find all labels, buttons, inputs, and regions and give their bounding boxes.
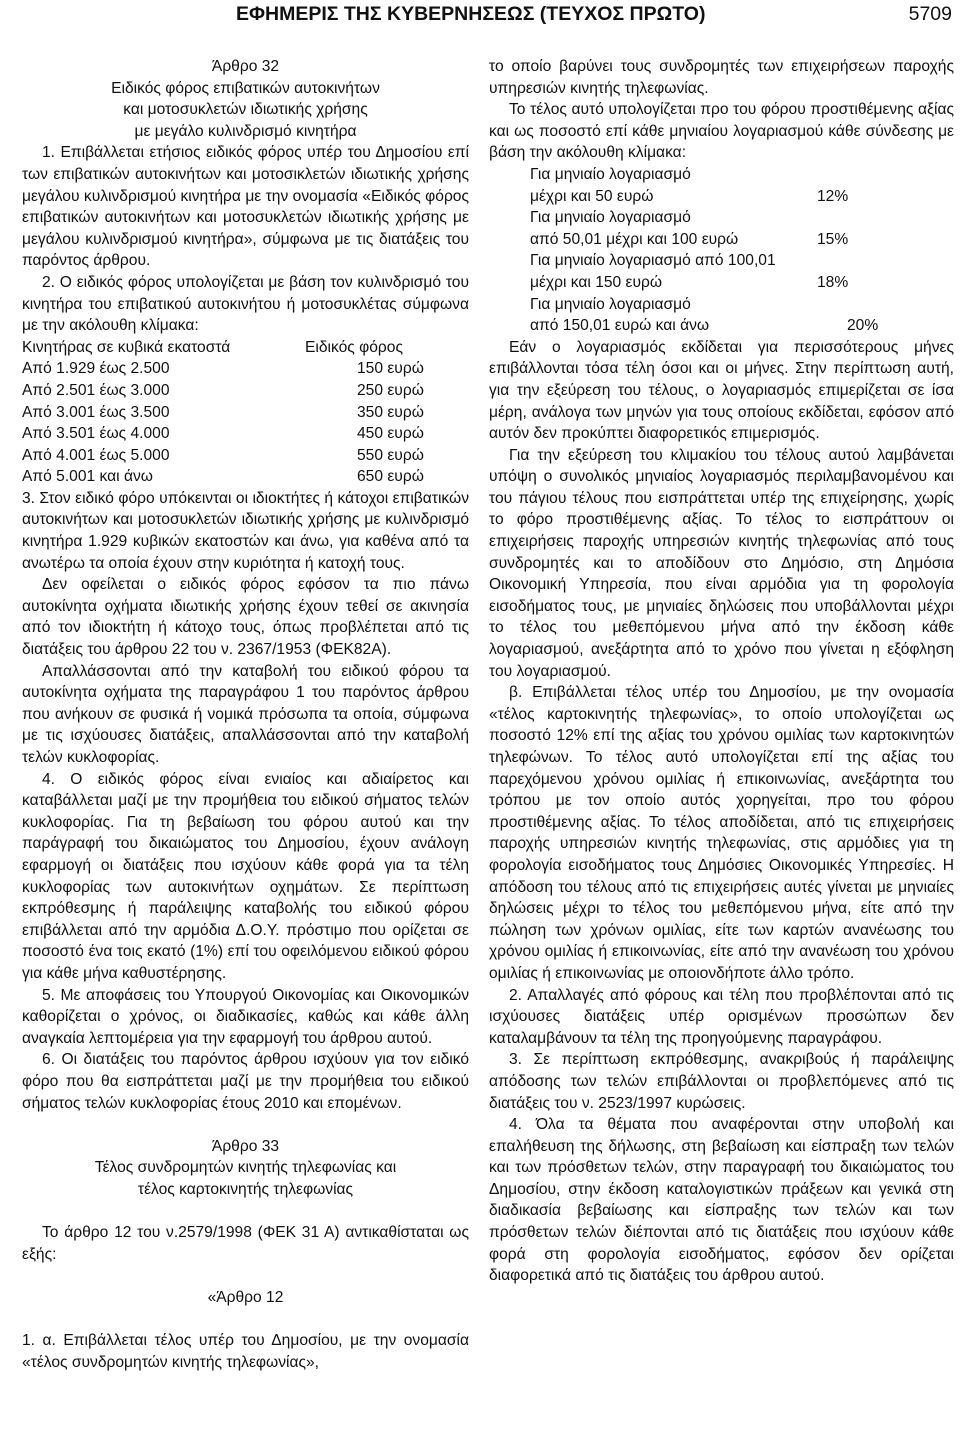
fee-range: από 50,01 μέχρι και 100 ευρώ [530, 230, 739, 248]
fee-scale-label-text: Για μηνιαίο λογαριασμό [530, 209, 691, 227]
paragraph: 2. Ο ειδικός φόρος υπολογίζεται με βάση τον κυλινδρισμό του κινητήρα του επιβατικού αυτοκινήτου ή μοτοσυκλέτας σύμφωνα με την ακόλουθη κλίμακα: [22, 273, 469, 335]
article-33-title-line: τέλος καρτοκινητής τηλεφωνίας [137, 1180, 354, 1198]
tax-amount: 650 ευρώ [357, 468, 424, 486]
tax-range: Από 1.929 έως 2.500 [22, 360, 170, 378]
paragraph: 1. α. Επιβάλλεται τέλος υπέρ του Δημοσίου, με την ονομασία «τέλος συνδρομητών κινητής τηλεφωνίας», [22, 1332, 469, 1371]
fee-scale [489, 164, 954, 337]
fee-scale-row [489, 229, 954, 251]
fee-percentage: 12% [817, 187, 849, 205]
fee-percentage: 15% [817, 230, 849, 248]
tax-table-row [22, 402, 469, 424]
tax-table [22, 337, 469, 488]
paragraph: Απαλλάσσονται από την καταβολή του ειδικού φόρου τα αυτοκίνητα οχήματα της παραγράφου 1 του παρόντος άρθρου που ανήκουν σε φυσικά ή νομικά πρόσωπα τα οποία, σύμφωνα με τις ισχύουσες διατάξεις, απαλλάσσονται από την καταβολή τελών κυκλοφορίας. [22, 662, 469, 766]
fee-scale-label [489, 250, 954, 272]
fee-scale-label [489, 294, 954, 316]
fee-percentage: 20% [847, 317, 879, 335]
right-column [489, 56, 954, 1287]
article-32-title-line: με μεγάλο κυλινδρισμό κινητήρα [134, 122, 357, 140]
tax-range: Από 3.001 έως 3.500 [22, 403, 170, 421]
article-33-number: Άρθρο 33 [211, 1137, 280, 1155]
tax-amount: 550 ευρώ [357, 446, 424, 464]
tax-amount: 250 ευρώ [357, 381, 424, 399]
page-number: 5709 [908, 3, 952, 25]
article-32-heading [22, 56, 469, 142]
paragraph: 3. Σε περίπτωση εκπρόθεσμης, ανακριβούς ή παράλειψης απόδοσης των τελών επιβάλλονται οι προβλεπόμενες από τις διατάξεις του ν. 2523/1997 κυρώσεις. [489, 1051, 954, 1112]
fee-scale-row [489, 315, 954, 337]
paragraph: Το άρθρο 12 του ν.2579/1998 (ΦΕΚ 31 Α) αντικαθίσταται ως εξής: [22, 1224, 469, 1263]
article-12-heading: «Άρθρο 12 [207, 1288, 284, 1306]
tax-range: Από 4.001 έως 5.000 [22, 446, 170, 464]
fee-scale-label-text: Για μηνιαίο λογαριασμό [530, 165, 691, 183]
tax-range: Από 3.501 έως 4.000 [22, 425, 170, 443]
gazette-title: ΕΦΗΜΕΡΙΣ ΤΗΣ ΚΥΒΕΡΝΗΣΕΩΣ (ΤΕΥΧΟΣ ΠΡΩΤΟ) [236, 3, 706, 25]
paragraph: 4. Όλα τα θέματα που αναφέρονται στην υποβολή και επαλήθευση της δήλωσης, στη βεβαίωση και είσπραξη των τελών και των πρόσθετων τελών, στην παραγραφή του δικαιώματος του Δημοσίου, στην έκδοση καταλογιστικών πράξεων και γενικά στη διαδικασία βεβαίωσης και είσπραξης των τελών και των πρόσθετων τελών διέπονται από τις διατάξεις που ισχύουν κάθε φορά στη φορολογία εισοδήματος, εφόσον δεν ορίζεται διαφορετικά από τις διατάξεις του άρθρου αυτού. [489, 1116, 954, 1285]
article-33-heading [22, 1136, 469, 1201]
paragraph: Εάν ο λογαριασμός εκδίδεται για περισσότερους μήνες επιβάλλονται τόσα τέλη όσοι και οι μήνες. Στην περίπτωση αυτή, για την εξεύρεση του τέλους, ο λογαριασμός επιμερίζεται σε ίσα μέρη, ανάλογα των μηνών για τους οποίους εκδίδεται, εφόσον από αυτόν δεν προκύπτει διαφορετικός επιμερισμός. [489, 338, 954, 443]
fee-range: από 150,01 ευρώ και άνω [530, 317, 710, 335]
fee-scale-label [489, 164, 954, 186]
paragraph: β. Επιβάλλεται τέλος υπέρ του Δημοσίου, με την ονομασία «τέλος καρτοκινητής τηλεφωνίας», το οποίο υπολογίζεται ως ποσοστό 12% επί της αξίας του χρόνου ομιλίας των καρτοκινητών τηλεφώνων. Το τέλος αυτό υπολογίζεται επί της αξίας του παρεχόμενου χρόνου ομιλίας ή επικοινωνίας, ανεξάρτητα του τρόπου με τον οποίο αυτός χορηγείται, προ του φόρου προστιθέμενης αξίας. Το τέλος αποδίδεται, από τις επιχειρήσεις παροχής υπηρεσιών κινητής τηλεφωνίας, στις αρμόδιες για τη φορολογία εισοδήματος τους Δημόσιες Οικονομικές Υπηρεσίες. Η απόδοση του τέλους από τις επιχειρήσεις αυτές γίνεται με μηνιαίες δηλώσεις μέχρι το τέλος του μεθεπόμενου μήνα, είτε από την πώληση των χρόνων ομιλίας, είτε των καρτών ανανέωσης του χρόνου ομιλίας ή επικοινωνίας, είτε από την ανανέωση του χρόνου ομιλίας ή επικοινωνίας με οποιονδήποτε άλλο τρόπο. [489, 684, 954, 982]
paragraph: 1. Επιβάλλεται ετήσιος ειδικός φόρος υπέρ του Δημοσίου επί των επιβατικών αυτοκινήτων και μοτοσικλετών ιδιωτικής χρήσης μεγάλου κυλινδρισμού κινητήρα με την ονομασία «Ειδικός φόρος επιβατικών αυτοκινήτων και μοτοσυκλετών ιδιωτικής χρήσης με μεγάλου κυλινδρισμού κινητήρα», σύμφωνα με τις διατάξεις του παρόντος άρθρου. [22, 144, 469, 270]
tax-table-row [22, 358, 469, 380]
tax-table-header-col2: Ειδικός φόρος [305, 338, 403, 356]
tax-range: Από 2.501 έως 3.000 [22, 381, 170, 399]
article-32-title-line: Ειδικός φόρος επιβατικών αυτοκινήτων [111, 79, 380, 97]
fee-scale-label-text: Για μηνιαίο λογαριασμό από 100,01 [530, 252, 776, 270]
tax-table-header-col1: Κινητήρας σε κυβικά εκατοστά [22, 338, 231, 356]
paragraph: το οποίο βαρύνει τους συνδρομητές των επιχειρήσεων παροχής υπηρεσιών κινητής τηλεφωνίας. [489, 58, 954, 97]
paragraph: 6. Οι διατάξεις του παρόντος άρθρου ισχύουν για τον ειδικό φόρο που θα εισπράττεται μαζί με την προμήθεια του ειδικού σήματος τελών κυκλοφορίας έτους 2010 και επομένων. [22, 1051, 469, 1112]
tax-amount: 450 ευρώ [357, 425, 424, 443]
tax-amount: 350 ευρώ [357, 403, 424, 421]
tax-table-row [22, 380, 469, 402]
paragraph: 4. Ο ειδικός φόρος είναι ενιαίος και αδιαίρετος και καταβάλλεται μαζί με την προμήθεια του ειδικού σήματος τελών κυκλοφορίας. Για τη βεβαίωση του φόρου αυτού και την παράγραφή του δικαιώματος του Δημοσίου, έχουν ανάλογη εφαρμογή οι διατάξεις που ισχύουν κάθε φορά για τα τέλη κυκλοφορίας των αυτοκινήτων οχημάτων. Σε περίπτωση εκπρόθεσμης ή παράλειψης καταβολής του ειδικού φόρου επιβάλλεται από την αρμόδια Δ.Ο.Υ. πρόστιμο που ορίζεται σε ποσοστό ένα τοις εκατό (1%) επί του οφειλόμενου ειδικού φόρου για κάθε μήνα καθυστέρησης. [22, 770, 469, 982]
article-32-title-line: και μοτοσυκλετών ιδιωτικής χρήσης [123, 101, 368, 119]
article-33-title-line: Τέλος συνδρομητών κινητής τηλεφωνίας και [94, 1159, 397, 1177]
paragraph: Δεν οφείλεται ο ειδικός φόρος εφόσον τα πιο πάνω αυτοκίνητα οχήματα ιδιωτικής χρήσης έχουν τεθεί σε ακινησία από τον ιδιοκτήτη ή κάτοχο τους, όπως προβλέπεται από τις διατάξεις του άρθρου 22 του ν. 2367/1953 (ΦΕΚ82Α). [22, 576, 469, 659]
paragraph: 2. Απαλλαγές από φόρους και τέλη που προβλέπονται από τις ισχύουσες διατάξεις υπέρ ορισμένων προσώπων δεν καταλαμβάνουν τα τέλη της προηγούμενης παραγράφου. [489, 986, 954, 1047]
page-header [0, 0, 960, 30]
fee-scale-label [489, 207, 954, 229]
fee-scale-row [489, 186, 954, 208]
fee-scale-label-text: Για μηνιαίο λογαριασμό [530, 295, 691, 313]
tax-table-header [22, 337, 469, 359]
paragraph: 5. Με αποφάσεις του Υπουργού Οικονομίας και Οικονομικών καθορίζεται ο χρόνος, οι διαδικασίες, καθώς και κάθε άλλη αναγκαία λεπτομέρεια για την εφαρμογή του άρθρου αυτού. [22, 986, 469, 1047]
fee-range: μέχρι και 150 ευρώ [530, 273, 663, 291]
paragraph: Το τέλος αυτό υπολογίζεται προ του φόρου προστιθέμενης αξίας και ως ποσοστό επί κάθε μηνιαίου λογαριασμού κάθε σύνδεσης με βάση την ακόλουθη κλίμακα: [489, 101, 954, 162]
tax-table-row [22, 445, 469, 467]
fee-percentage: 18% [817, 273, 849, 291]
paragraph: Για την εξεύρεση του κλιμακίου του τέλους αυτού λαμβάνεται υπόψη ο συνολικός μηνιαίος λογαριασμός περιλαμβανομένου και του πάγιου τέλους που εισπράττεται υπέρ της επιχείρησης, χωρίς το φόρο προστιθέμενης αξίας. Το τέλος το εισπράττουν οι επιχειρήσεις παροχής υπηρεσιών κινητής τηλεφωνίας από τους συνδρομητές και το αποδίδουν στο Δημόσιο, στη Δημόσια Οικονομική Υπηρεσία, που είναι αρμόδια για τη φορολογία εισοδήματος τους, με μηνιαίες δηλώσεις που υποβάλλονται μέχρι το τέλος του μεθεπόμενου μήνα από την έκδοση κάθε λογαριασμού, ανεξάρτητα από το χρόνο που γίνεται η εξόφληση του λογαριασμού. [489, 446, 954, 680]
left-column [22, 56, 469, 1373]
article-32-number: Άρθρο 32 [211, 58, 280, 75]
fee-range: μέχρι και 50 ευρώ [530, 187, 654, 205]
tax-table-row [22, 423, 469, 445]
tax-amount: 150 ευρώ [357, 360, 424, 378]
paragraph: 3. Στον ειδικό φόρο υπόκεινται οι ιδιοκτήτες ή κάτοχοι επιβατικών αυτοκινήτων και μοτοσυκλετών ιδιωτικής χρήσης με κυλινδρισμό κινητήρα 1.929 κυβικών εκατοστών και άνω, για καθένα από τα ανωτέρω τα οποία έχουν στην κυριότητα ή κατοχή τους. [22, 489, 469, 572]
fee-scale-row [489, 272, 954, 294]
tax-table-row [22, 466, 469, 488]
tax-range: Από 5.001 και άνω [22, 468, 153, 486]
